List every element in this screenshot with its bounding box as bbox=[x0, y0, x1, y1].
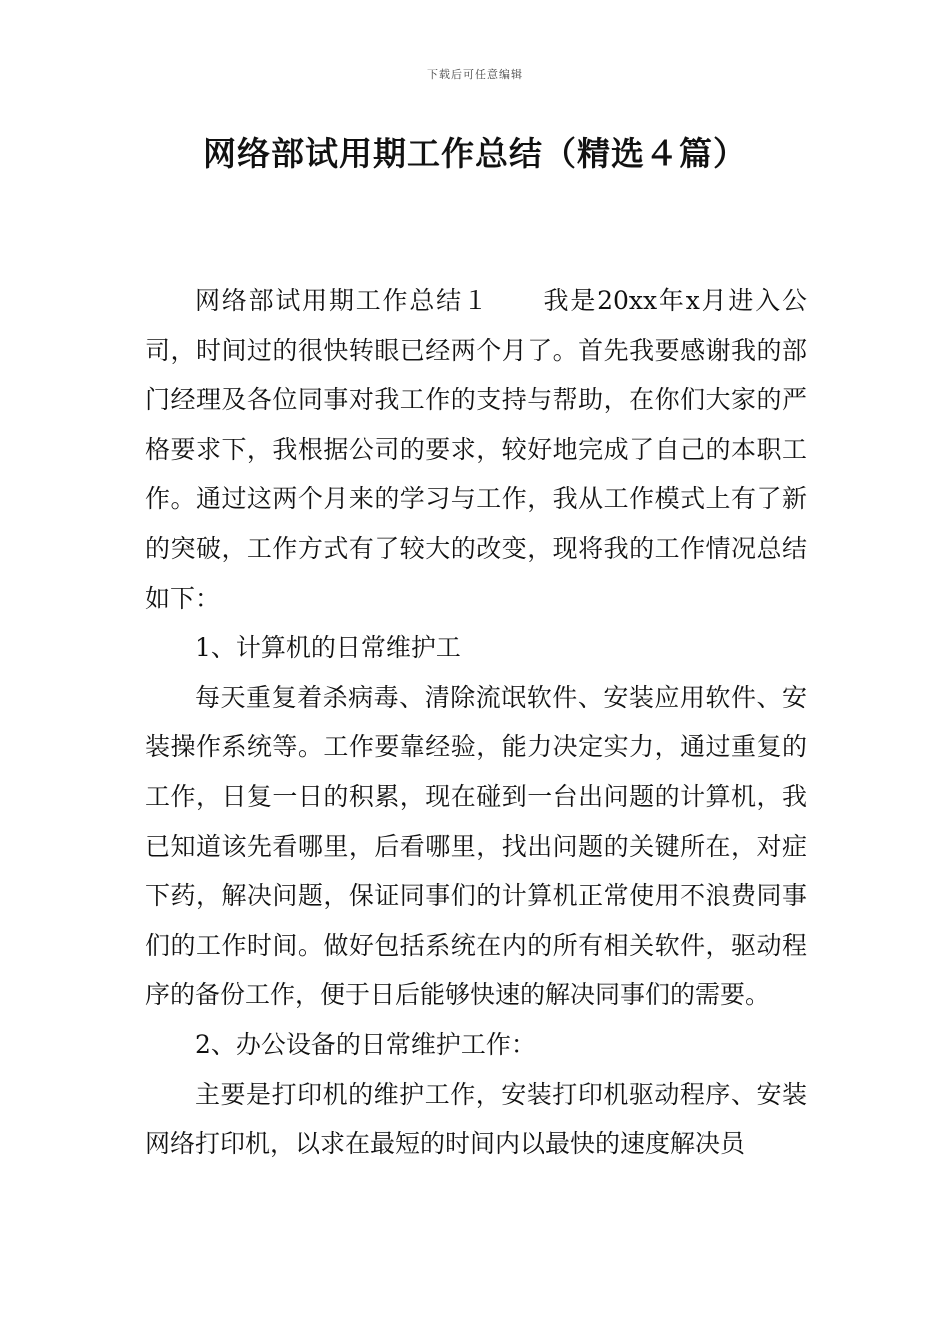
intro-heading: 网络部试用期工作总结１ bbox=[195, 286, 490, 315]
intro-text: 我是20xx年x月进入公司，时间过的很快转眼已经两个月了。首先我要感谢我的部门经理及各位同事对我工作的支持与帮助，在你们大家的严格要求下，我根据公司的要求，较好地完成了自己的本职工作。通过这两个月来的学习与工作，我从工作模式上有了新的突破，工作方式有了较大的改变，现将我的工作情况总结如下： bbox=[145, 286, 807, 613]
section-paragraph: 每天重复着杀病毒、清除流氓软件、安装应用软件、安装操作系统等。工作要靠经验，能力决定实力，通过重复的工作，日复一日的积累，现在碰到一台出问题的计算机，我已知道该先看哪里，后看哪里，找出问题的关键所在，对症下药，解决问题，保证同事们的计算机正常使用不浪费同事们的工作时间。做好包括系统在内的所有相关软件，驱动程序的备份工作，便于日后能够快速的解决同事们的需要。 bbox=[145, 682, 807, 1010]
intro-paragraph bbox=[145, 276, 807, 623]
page-header-note: 下载后可任意编辑 bbox=[427, 68, 523, 81]
document-body bbox=[145, 276, 807, 1169]
section-heading: 2、办公设备的日常维护工作： bbox=[195, 1029, 536, 1059]
section-heading: 1、计算机的日常维护工 bbox=[195, 633, 461, 663]
document-title: 网络部试用期工作总结（精选４篇） bbox=[203, 134, 747, 173]
section-paragraph: 主要是打印机的维护工作，安装打印机驱动程序、安装网络打印机，以求在最短的时间内以最快的速度解决员 bbox=[145, 1079, 807, 1159]
